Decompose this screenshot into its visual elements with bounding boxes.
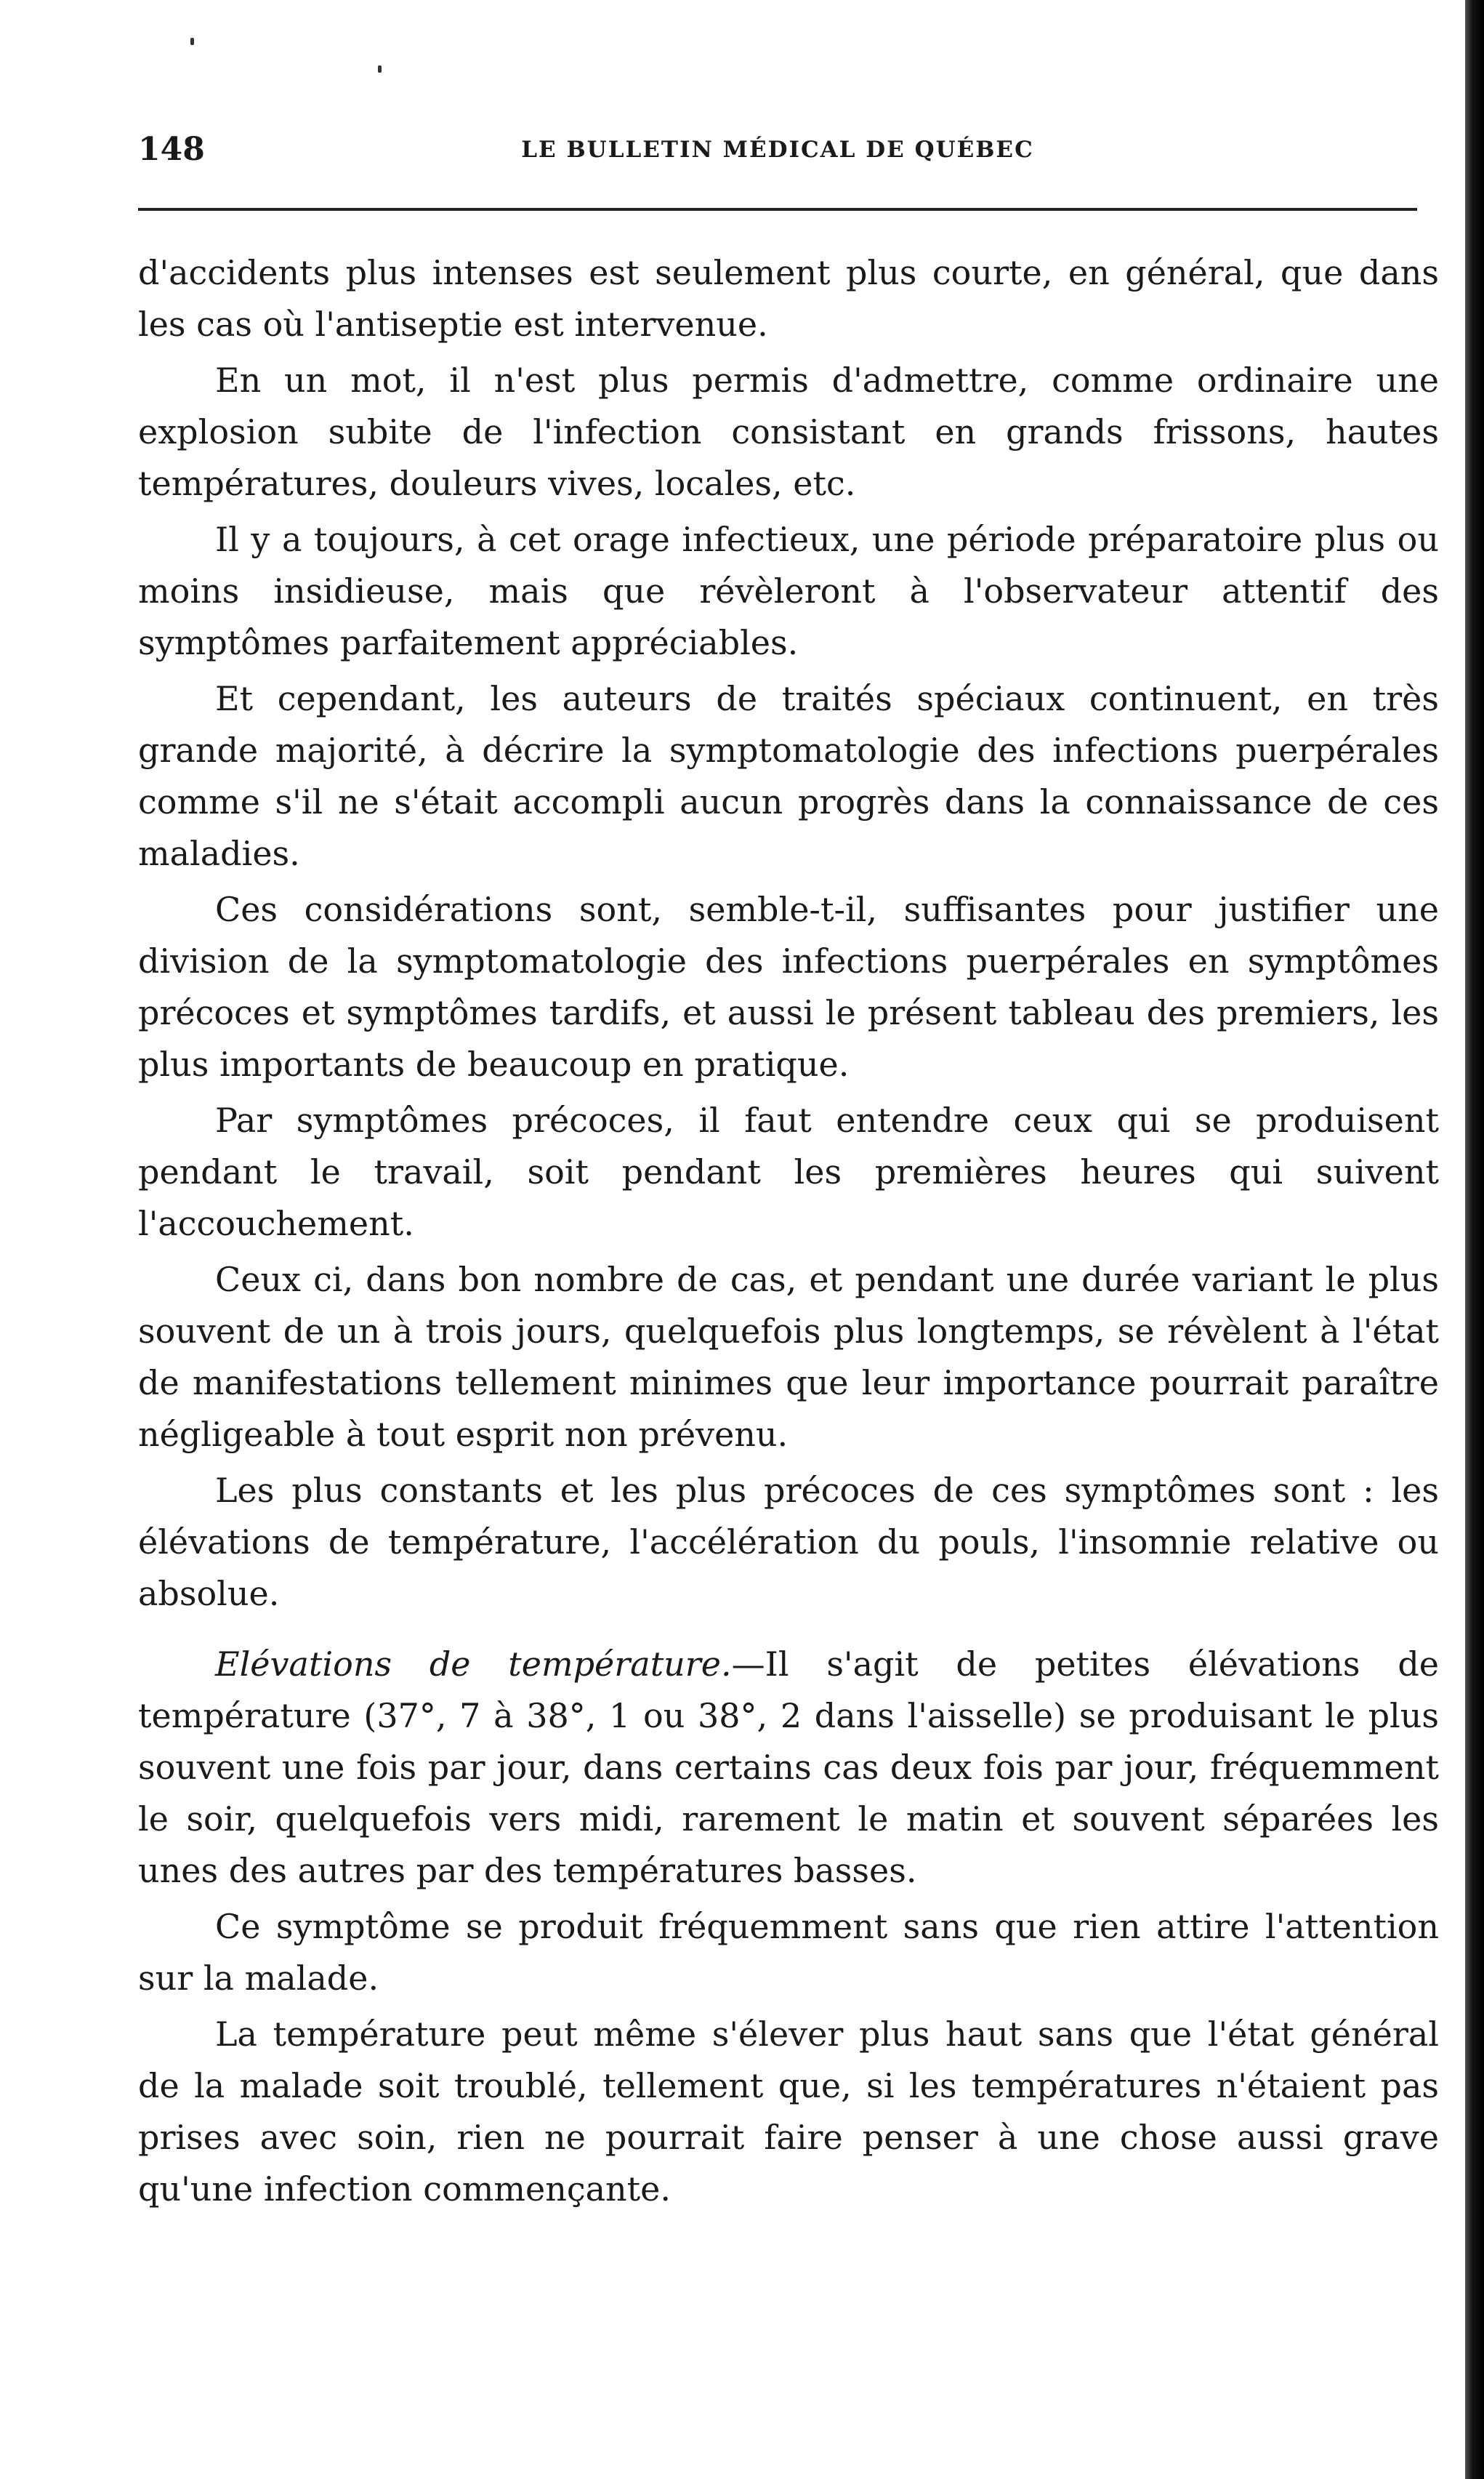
paragraph: La température peut même s'élever plus haut sans que l'état général de la malade soit troublé, tellement que, si les températures n'étaient pas prises avec soin, rien ne pourrait faire penser à une chose aussi grave qu'une infection commençante. xyxy=(138,2014,1439,2209)
page-number: 148 xyxy=(138,131,205,168)
paragraph: Ces considérations sont, semble-t-il, suffisantes pour justifier une division de la symptomatologie des infections puerpérales en symptômes précoces et symptômes tardifs, et aussi le présent tableau des premiers, les plus importants de beaucoup en pratique. xyxy=(138,890,1439,1084)
paragraph: En un mot, il n'est plus permis d'admettre, comme ordinaire une explosion subite de l'infection consistant en grands frissons, hautes températures, douleurs vives, locales, etc. xyxy=(138,361,1439,503)
paragraph xyxy=(138,1639,1439,1897)
paragraph: Et cependant, les auteurs de traités spéciaux continuent, en très grande majorité, à décrire la symptomatologie des infections puerpérales comme s'il ne s'était accompli aucun progrès dans la connaissance de ces maladies. xyxy=(138,679,1439,873)
paragraph: Ce symptôme se produit fréquemment sans que rien attire l'attention sur la malade. xyxy=(138,1907,1439,1998)
paragraph: Par symptômes précoces, il faut entendre ceux qui se produisent pendant le travail, soit pendant les premières heures qui suivent l'accouchement. xyxy=(138,1101,1439,1243)
paragraph: Il y a toujours, à cet orage infectieux, une période préparatoire plus ou moins insidieuse, mais que révèleront à l'observateur attentif des symptômes parfaitement appréciables. xyxy=(138,520,1439,662)
section-heading: Elévations de température. xyxy=(215,1644,732,1684)
paragraph: Ceux ci, dans bon nombre de cas, et pendant une durée variant le plus souvent de un à trois jours, quelquefois plus longtemps, se révèlent à l'état de manifestations tellement minimes que leur importance pourrait paraître négligeable à tout esprit non prévenu. xyxy=(138,1260,1439,1454)
page-binding-shadow xyxy=(1465,0,1484,2479)
header-rule xyxy=(138,208,1417,211)
stray-mark xyxy=(378,65,382,73)
paragraph-text: —Il s'agit de petites élévations de température (37°, 7 à 38°, 1 ou 38°, 2 dans l'aisselle) se produisant le plus souvent une fois par jour, dans certains cas deux fois par jour, fréquemment le soir, quelquefois vers midi, rarement le matin et souvent séparées les unes des autres par des températures basses. xyxy=(138,1644,1439,1890)
page-header xyxy=(138,131,1417,174)
running-title: LE BULLETIN MÉDICAL DE QUÉBEC xyxy=(521,137,1034,163)
paragraph: Les plus constants et les plus précoces de ces symptômes sont : les élévations de température, l'accélération du pouls, l'insomnie relative ou absolue. xyxy=(138,1471,1439,1613)
stray-mark xyxy=(190,38,194,45)
paragraph: d'accidents plus intenses est seulement plus courte, en général, que dans les cas où l'antiseptie est intervenue. xyxy=(138,253,1439,344)
page-body xyxy=(138,247,1439,2219)
